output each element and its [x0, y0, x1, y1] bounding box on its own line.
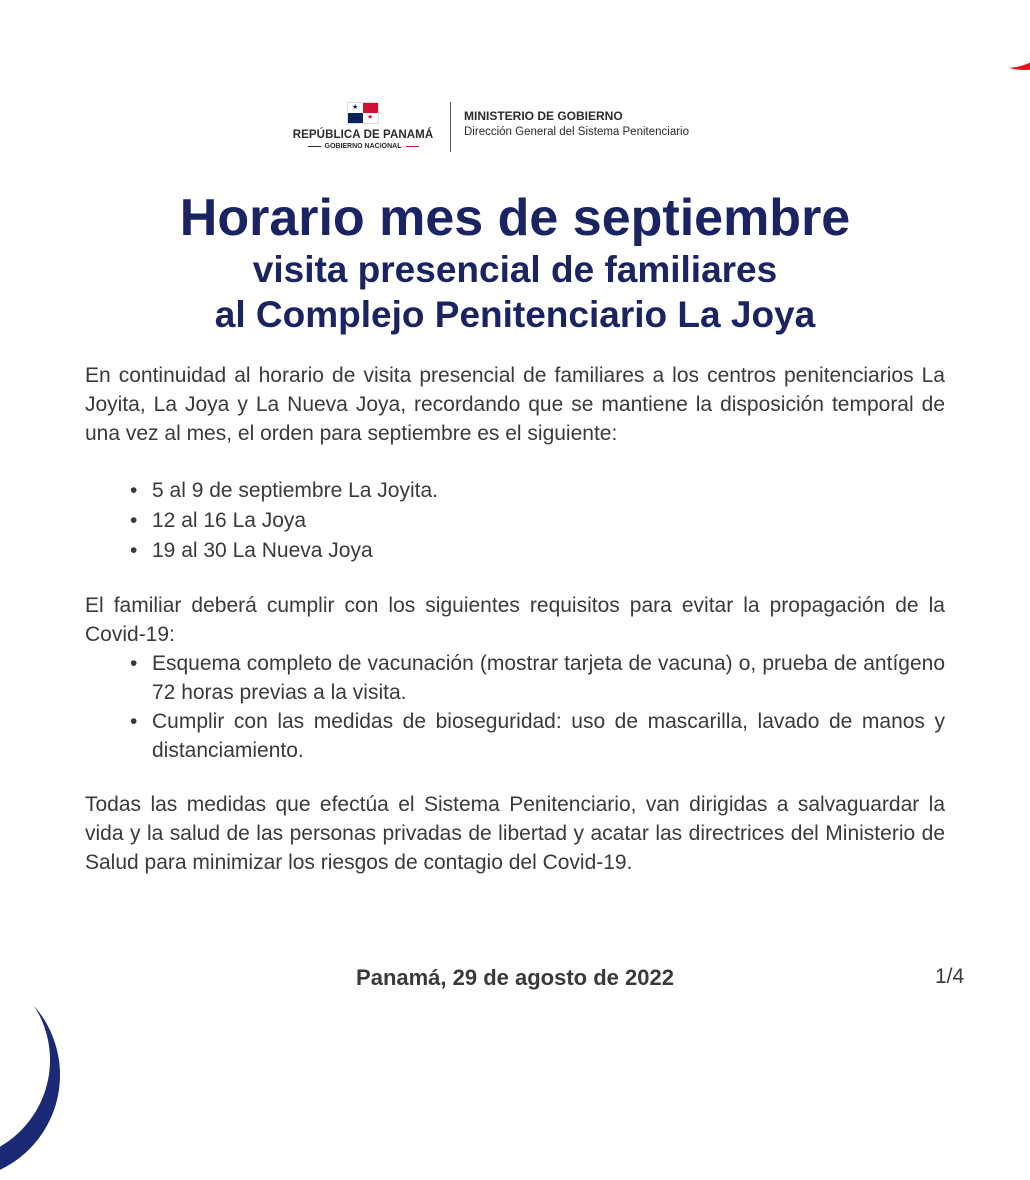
- closing-paragraph: Todas las medidas que efectúa el Sistema Penitenciario, van dirigidas a salvaguardar la vida y la salud de las personas privadas de libertad y acatar las directrices del Ministerio de Salud para minimizar los riesgos de contagio del Covid-19.: [85, 793, 945, 874]
- list-item: • Cumplir con las medidas de bioseguridad: uso de mascarilla, lavado de manos y distanciamiento.: [130, 710, 945, 762]
- government-label-text: GOBIERNO NACIONAL: [324, 143, 402, 150]
- header-divider: [450, 102, 451, 152]
- footer-date: Panamá, 29 de agosto de 2022: [356, 965, 674, 990]
- ministry-name: MINISTERIO DE GOBIERNO: [464, 109, 623, 123]
- list-item: • Esquema completo de vacunación (mostrar tarjeta de vacuna) o, prueba de antígeno 72 horas previas a la visita.: [130, 652, 945, 704]
- requirement-text: Cumplir con las medidas de bioseguridad: uso de mascarilla, lavado de manos y distanciamiento.: [152, 710, 945, 762]
- list-item: • 5 al 9 de septiembre La Joyita.: [130, 479, 439, 502]
- subtitle-line-1: visita presencial de familiares: [252, 249, 778, 290]
- page-number: 1/4: [935, 965, 965, 988]
- panama-flag-icon: ★ ★: [347, 102, 379, 124]
- requirements-list: [130, 649, 945, 765]
- schedule-item-text: 5 al 9 de septiembre La Joyita.: [152, 479, 439, 502]
- list-item: • 19 al 30 La Nueva Joya: [130, 539, 373, 562]
- header-logo: [0, 100, 1030, 155]
- page-title: Horario mes de septiembre: [179, 189, 851, 247]
- ministry-block: [464, 109, 689, 138]
- schedule-list: [130, 476, 730, 566]
- government-label: [288, 143, 438, 150]
- subtitle-line-2: al Complejo Penitenciario La Joya: [214, 294, 816, 335]
- panama-government-logo: [288, 100, 438, 150]
- directorate-name: Dirección General del Sistema Penitenciario: [464, 126, 689, 138]
- schedule-item-text: 12 al 16 La Joya: [152, 509, 307, 532]
- schedule-item-text: 19 al 30 La Nueva Joya: [152, 539, 373, 562]
- corner-decoration-red-mask: [950, 0, 1030, 68]
- requirements-intro: El familiar deberá cumplir con los siguientes requisitos para evitar la propagación de la Covid-19:: [85, 594, 945, 646]
- country-name: REPÚBLICA DE PANAMÁ: [292, 129, 434, 141]
- list-item: • 12 al 16 La Joya: [130, 509, 307, 532]
- intro-paragraph: En continuidad al horario de visita presencial de familiares a los centros penitenciarios La Joyita, La Joya y La Nueva Joya, recordando que se mantiene la disposición temporal de una vez al mes, el orden para septiembre es el siguiente:: [85, 364, 945, 445]
- requirement-text: Esquema completo de vacunación (mostrar tarjeta de vacuna) o, prueba de antígeno 72 horas previas a la visita.: [152, 652, 945, 704]
